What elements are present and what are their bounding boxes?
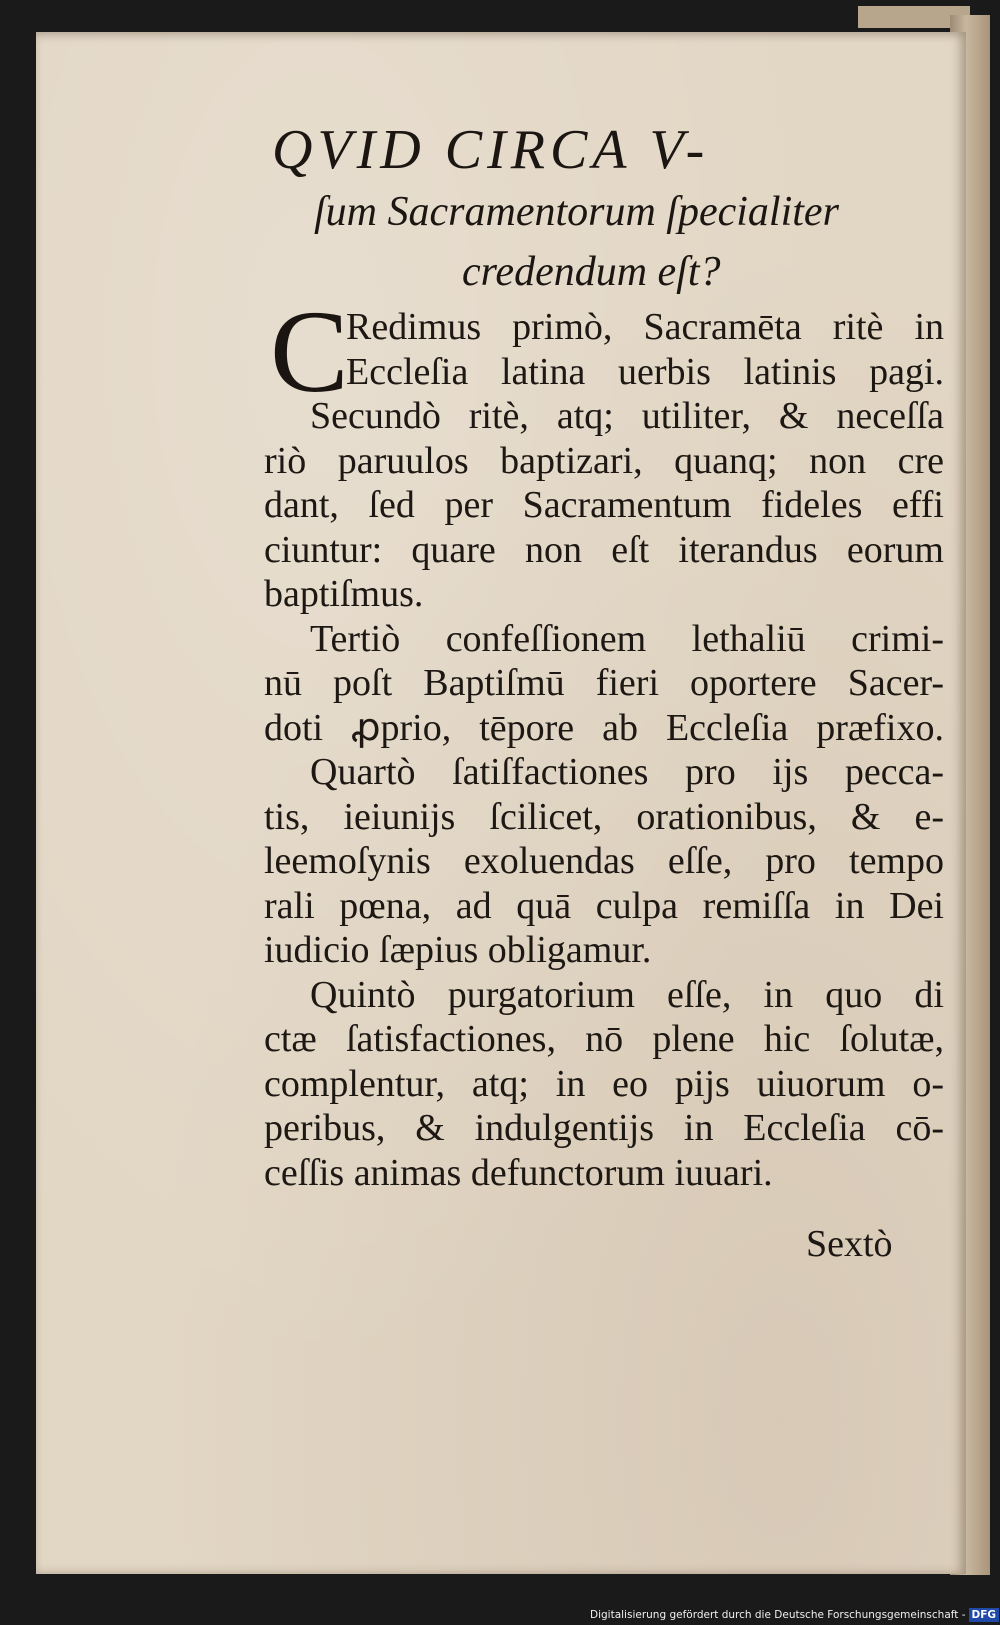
text-line: leemoſynis exoluendas eſſe, pro tempo bbox=[264, 840, 944, 882]
text-line: tis, ieiunijs ſcilicet, orationibus, & e- bbox=[264, 795, 944, 838]
dfg-logo: DFG bbox=[969, 1608, 1000, 1622]
drop-cap: C bbox=[270, 286, 349, 417]
text-line: Eccleſia latina uerbis latinis pagi. bbox=[346, 350, 944, 393]
text-line: Secundò ritè, atq; utiliter, & neceſſa bbox=[310, 395, 944, 437]
text-line: ceſſis animas defunctorum iuuari. bbox=[264, 1151, 773, 1194]
text-line: Tertiò confeſſionem lethaliū crimi- bbox=[310, 617, 944, 660]
heading-line-2: ſum Sacramentorum ſpecialiter bbox=[314, 189, 839, 235]
text-line: peribus, & indulgentijs in Eccleſia cō- bbox=[264, 1107, 944, 1149]
heading-line-1: QVID CIRCA V- bbox=[272, 119, 710, 181]
catchword: Sextò bbox=[806, 1223, 893, 1265]
text-line: ciuntur: quare non eſt iterandus eorum bbox=[264, 528, 944, 571]
text-line: dant, ſed per Sacramentum fideles effi bbox=[264, 484, 944, 526]
body-text bbox=[264, 286, 944, 1195]
digitization-credit bbox=[590, 1605, 999, 1625]
credit-text: Digitalisierung gefördert durch die Deutsche Forschungsgemeinschaft - bbox=[590, 1609, 966, 1621]
text-line: iudicio ſæpius obligamur. bbox=[264, 929, 652, 971]
text-line: Quartò ſatiſfactiones pro ijs pecca- bbox=[310, 751, 944, 793]
text-line: complentur, atq; in eo pijs uiuorum o- bbox=[264, 1062, 944, 1105]
text-line: riò paruulos baptizari, quanq; non cre bbox=[264, 439, 944, 482]
text-line: rali pœna, ad quā culpa remiſſa in Dei bbox=[264, 884, 944, 927]
text-line: Quintò purgatorium eſſe, in quo di bbox=[310, 973, 944, 1016]
text-line: ctæ ſatisfactiones, nō plene hic ſolutæ, bbox=[264, 1018, 944, 1060]
text-line: Redimus primò, Sacramēta ritè in bbox=[346, 306, 944, 348]
text-line: baptiſmus. bbox=[264, 573, 424, 615]
text-line: nū poſt Baptiſmū fieri oportere Sacer- bbox=[264, 662, 944, 704]
text-line: doti ꝓprio, tēpore ab Eccleſia præfixo. bbox=[264, 706, 944, 749]
heading-line-3: credendum eſt? bbox=[462, 249, 721, 295]
section-heading bbox=[272, 118, 942, 302]
